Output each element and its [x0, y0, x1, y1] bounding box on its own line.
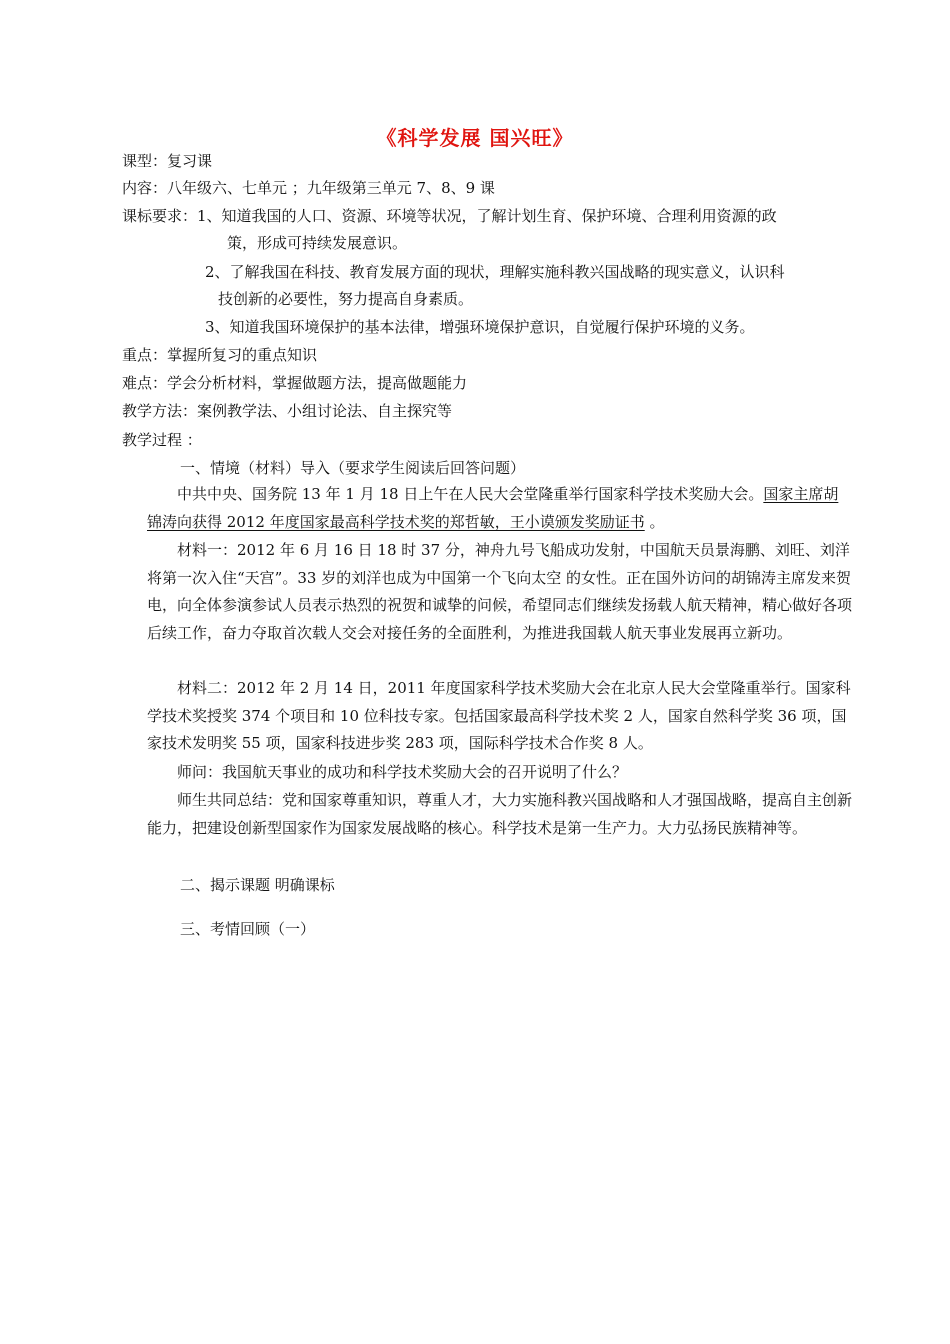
material-2: 材料二：2012 年 2 月 14 日，2011 年度国家科学技术奖励大会在北京人民大会堂隆重举行。国家科学技术奖授奖 374 个项目和 10 位科技专家。包括国家最高科学技术奖 2 人，国家自然科学奖 36 项，国家技术发明奖 55 项，国家科技进步奖 283 项，国际科学技术合作奖 8 人。 [147, 679, 851, 753]
teaching-process: 教学过程 ： [122, 431, 202, 449]
section2-heading: 二、揭示课题 明确课标 [180, 876, 335, 894]
lesson-content: 内容：八年级六、七单元 ；九年级第三单元 7、8、9 课 [122, 179, 495, 197]
standards-label: 课标要求： [122, 207, 198, 225]
standards-item-2a: 2、了解我国在科技、教育发展方面的现状，理解实施科教兴国战略的现实意义，认识科 [205, 263, 785, 281]
intro-underlined: 国家主席胡锦涛向获得 2012 年度国家最高科学技术奖的郑哲敏，王小谟颁发奖励证书 [147, 485, 839, 531]
standards-item-3: 3、知道我国环境保护的基本法律，增强环境保护意识，自觉履行保护环境的义务。 [205, 318, 755, 336]
intro-end: 。 [644, 512, 665, 531]
key-point: 重点：掌握所复习的重点知识 [122, 346, 318, 364]
summary: 师生共同总结：党和国家尊重知识，尊重人才，大力实施科教兴国战略和人才强国战略，提高自主创新能力，把建设创新型国家作为国家发展战略的核心。科学技术是第一生产力。大力弘扬民族精神等。 [147, 791, 853, 837]
teaching-method: 教学方法：案例教学法、小组讨论法、自主探究等 [122, 402, 453, 420]
standards-line-1 [122, 206, 777, 226]
section1-heading: 一、情境（材料）导入（要求学生阅读后回答问题） [180, 459, 526, 477]
standards-item-1b: 策，形成可持续发展意识。 [227, 234, 408, 252]
difficulty: 难点：学会分析材料，掌握做题方法，提高做题能力 [122, 374, 468, 392]
intro-plain: 中共中央、国务院 13 年 1 月 18 日上午在人民大会堂隆重举行国家科学技术奖励大会。 [177, 485, 764, 503]
section3-heading: 三、考情回顾（一） [180, 920, 316, 938]
lesson-type: 课型：复习课 [122, 152, 213, 170]
section1-intro [147, 481, 852, 536]
standards-item-1a: 1、知道我国的人口、资源、环境等状况，了解计划生育、保护环境、合理利用资源的政 [197, 207, 777, 225]
material-1: 材料一：2012 年 6 月 16 日 18 时 37 分，神舟九号飞船成功发射，中国航天员景海鹏、刘旺、刘洋将第一次入住“天宫”。33 岁的刘洋也成为中国第一个飞向太空 的女性。正在国外访问的胡锦涛主席发来贺电，向全体参演参试人员表示热烈的祝贺和诚挚的问候，希望同志们继续发扬载人航天精神，精心做好各项后续工作，奋力夺取首次载人交会对接任务的全面胜利，为推进我国载人航天事业发展再立新功。 [147, 541, 853, 642]
standards-item-2b: 技创新的必要性，努力提高自身素质。 [218, 290, 474, 308]
document-title: 《科学发展 国兴旺》 [376, 126, 574, 150]
teacher-question: 师问：我国航天事业的成功和科学技术奖励大会的召开说明了什么？ [177, 763, 628, 781]
